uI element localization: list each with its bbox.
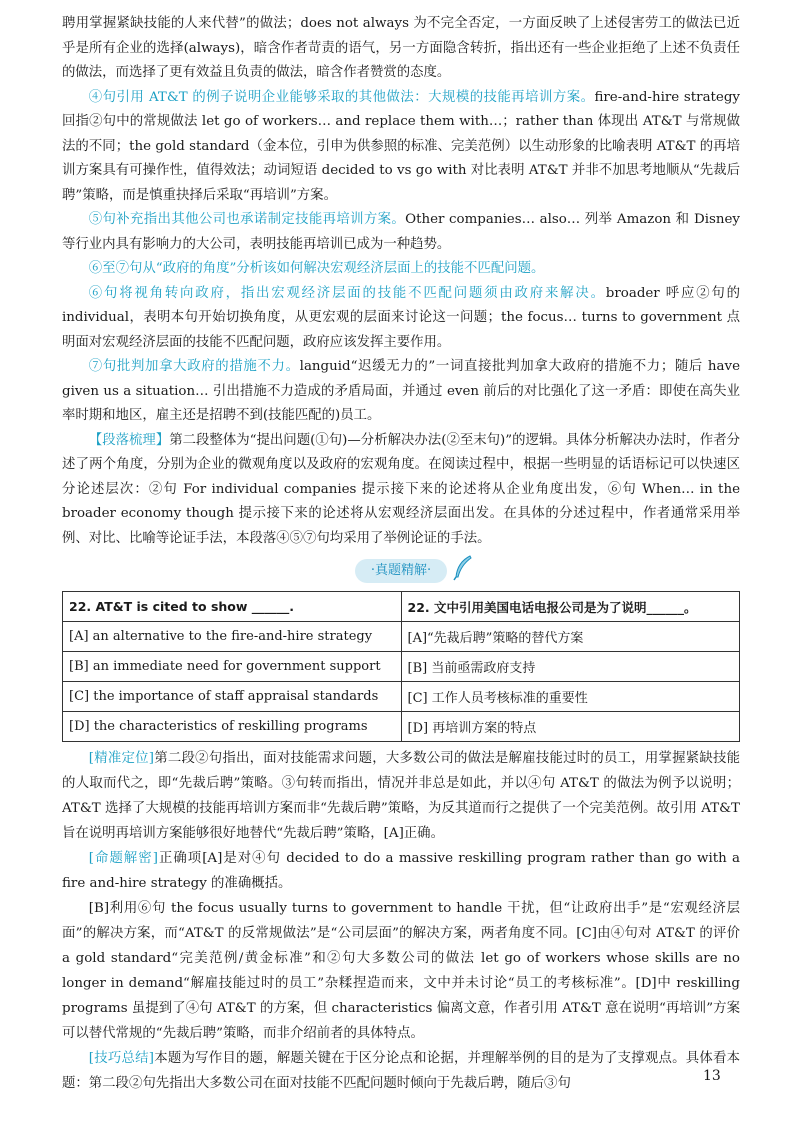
paragraph-decode-continued: [B]利用⑥句 the focus usually turns to government to handle 干扰，但“让政府出手”是“宏观经济层面”的解决方案，而“AT&T 的反常规做法”是“公司层面”的解决方案，两者角度不同。[C]由④句对 AT&T 的评价 a gold standard“完美范例/黄金标准”和②句大多数公司的做法 let go of workers whose skills are no longer in demand“解雇技能过时的员工”杂糅捏造而来，文中并未讨论“员工的考核标准”。[D]中 reskilling programs 虽提到了④句 AT&T 的方案，但 characteristics 偏离文意，作者引用 AT&T 意在说明“再培训”方案可以替代常规的“先裁后聘”策略，而非介绍前者的具体特点。 bbox=[62, 901, 740, 1041]
question-stem-zh: 22. 文中引用美国电话电报公司是为了说明______。 bbox=[401, 592, 740, 622]
sentence-6-7-highlight: ⑥至⑦句从“政府的角度”分析该如何解决宏观经济层面上的技能不匹配问题。 bbox=[88, 261, 545, 276]
option-zh: [A]“先裁后聘”策略的替代方案 bbox=[401, 622, 740, 652]
option-en: [B] an immediate need for government support bbox=[63, 652, 402, 682]
paragraph-intro: 聘用掌握紧缺技能的人来代替”的做法；does not always 为不完全否定，一方面反映了上述侵害劳工的做法已近乎是所有企业的选择(always)，暗含作者苛责的语气，另一方面隐含转折，指出还有一些企业拒绝了上述不负责任的做法，而选择了更有效益且负责的做法，暗含作者赞赏的态度。 bbox=[62, 16, 740, 80]
paragraph-sentence-4 bbox=[62, 86, 740, 209]
sentence-6-highlight: ⑥句将视角转向政府，指出宏观经济层面的技能不匹配问题须由政府来解决。 bbox=[88, 285, 606, 301]
option-zh: [D] 再培训方案的特点 bbox=[401, 712, 740, 742]
option-zh: [C] 工作人员考核标准的重要性 bbox=[401, 682, 740, 712]
question-stem-row bbox=[63, 592, 740, 622]
paragraph-decode bbox=[62, 846, 740, 896]
decode-text: 正确项[A]是对④句 decided to do a massive reskilling program rather than go with a fire and-hire strategy 的准确概括。 bbox=[62, 851, 740, 891]
option-row bbox=[63, 682, 740, 712]
option-zh: [B] 当前亟需政府支持 bbox=[401, 652, 740, 682]
feather-pen-icon bbox=[452, 555, 474, 581]
tips-text: 本题为写作目的题，解题关键在于区分论点和论据，并理解举例的目的是为了支撑观点。具体看本题：第二段②句先指出大多数公司在面对技能不匹配问题时倾向于先裁后聘，随后③句 bbox=[62, 1051, 740, 1091]
sentence-7-text: languid“迟缓无力的”一词直接批判加拿大政府的措施不力；随后 have given us a situation… 引出措施不力造成的矛盾局面，并通过 even 前后的对比强化了这一矛盾：即使在高失业率时期和地区，雇主还是招聘不到(技能匹配的)员工。 bbox=[62, 359, 741, 423]
paragraph-summary bbox=[62, 429, 740, 552]
paragraph-sentence-6 bbox=[62, 282, 740, 356]
option-en: [A] an alternative to the fire-and-hire strategy bbox=[63, 622, 402, 652]
sentence-4-highlight: ④句引用 AT&T 的例子说明企业能够采取的其他做法：大规模的技能再培训方案。 bbox=[88, 89, 595, 105]
option-en: [C] the importance of staff appraisal standards bbox=[63, 682, 402, 712]
analysis-section bbox=[62, 746, 740, 1096]
section-banner bbox=[326, 559, 476, 585]
option-en: [D] the characteristics of reskilling programs bbox=[63, 712, 402, 742]
question-table bbox=[62, 591, 740, 742]
sentence-5-text: Other companies… also… 列举 Amazon 和 Disney 等行业内具有影响力的大公司，表明技能再培训已成为一种趋势。 bbox=[62, 212, 740, 252]
question-stem-en: 22. AT&T is cited to show ______. bbox=[63, 592, 402, 622]
summary-tag: 【段落梳理】 bbox=[88, 432, 170, 448]
option-row bbox=[63, 622, 740, 652]
summary-text: 第二段整体为“提出问题(①句)—分析解决办法(②至末句)”的逻辑。具体分析解决办法时，作者分述了两个角度，分别为企业的微观角度以及政府的宏观角度。在阅读过程中，根据一些明显的话语标记可以快速区分论述层次：②句 For individual companies 提示接下来的论述将从企业角度出发，⑥句 When… in the broader economy though 提示接下来的论述将从宏观经济层面出发。在具体的分述过程中，作者通常采用举例、对比、比喻等论证手法，本段落④⑤⑦句均采用了举例论证的手法。 bbox=[62, 432, 740, 546]
paragraph-locate bbox=[62, 746, 740, 846]
banner-label: ·真题精解· bbox=[355, 559, 447, 583]
paragraph-sentence-6-7 bbox=[62, 257, 740, 282]
sentence-6-text: broader 呼应②句的 individual，表明本句开始切换角度，从更宏观的层面来讨论这一问题；the focus… turns to government 点明面对宏观经济层面的技能不匹配问题，政府应该发挥主要作用。 bbox=[62, 285, 740, 350]
sentence-5-highlight: ⑤句补充指出其他公司也承诺制定技能再培训方案。 bbox=[88, 212, 406, 227]
option-row bbox=[63, 652, 740, 682]
locate-tag: [精准定位] bbox=[88, 751, 154, 766]
paragraph-tips bbox=[62, 1046, 740, 1096]
option-row bbox=[63, 712, 740, 742]
decode-tag: [命题解密] bbox=[88, 851, 158, 866]
paragraph-sentence-7 bbox=[62, 355, 740, 429]
page-body bbox=[62, 12, 740, 1096]
page-number: 13 bbox=[703, 1068, 721, 1084]
paragraph-sentence-5 bbox=[62, 208, 740, 257]
tips-tag: [技巧总结] bbox=[88, 1051, 154, 1066]
locate-text: 第二段②句指出，面对技能需求问题，大多数公司的做法是解雇技能过时的员工，用掌握紧缺技能的人取而代之，即“先裁后聘”策略。③句转而指出，情况并非总是如此，并以④句 AT&T 的做法为例予以说明；AT&T 选择了大规模的技能再培训方案而非“先裁后聘”策略，为反其道而行之提供了一个完美范例。故引用 AT&T 旨在说明再培训方案能够很好地替代“先裁后聘”策略，[A]正确。 bbox=[62, 751, 740, 841]
sentence-7-highlight: ⑦句批判加拿大政府的措施不力。 bbox=[88, 359, 300, 374]
sentence-4-text: fire-and-hire strategy 回指②句中的常规做法 let go of workers… and replace them with…；rather than 体现出 AT&T 与常规做法的不同；the gold standard（金本位，引申为供参照的标准、完美范例）以生动形象的比喻表明 AT&T 的再培训方案具有可操作性，值得效法；动词短语 decided to vs go with 对比表明 AT&T 并非不加思考地顺从“先裁后聘”策略，而是慎重抉择后采取“再培训”方案。 bbox=[62, 89, 740, 203]
